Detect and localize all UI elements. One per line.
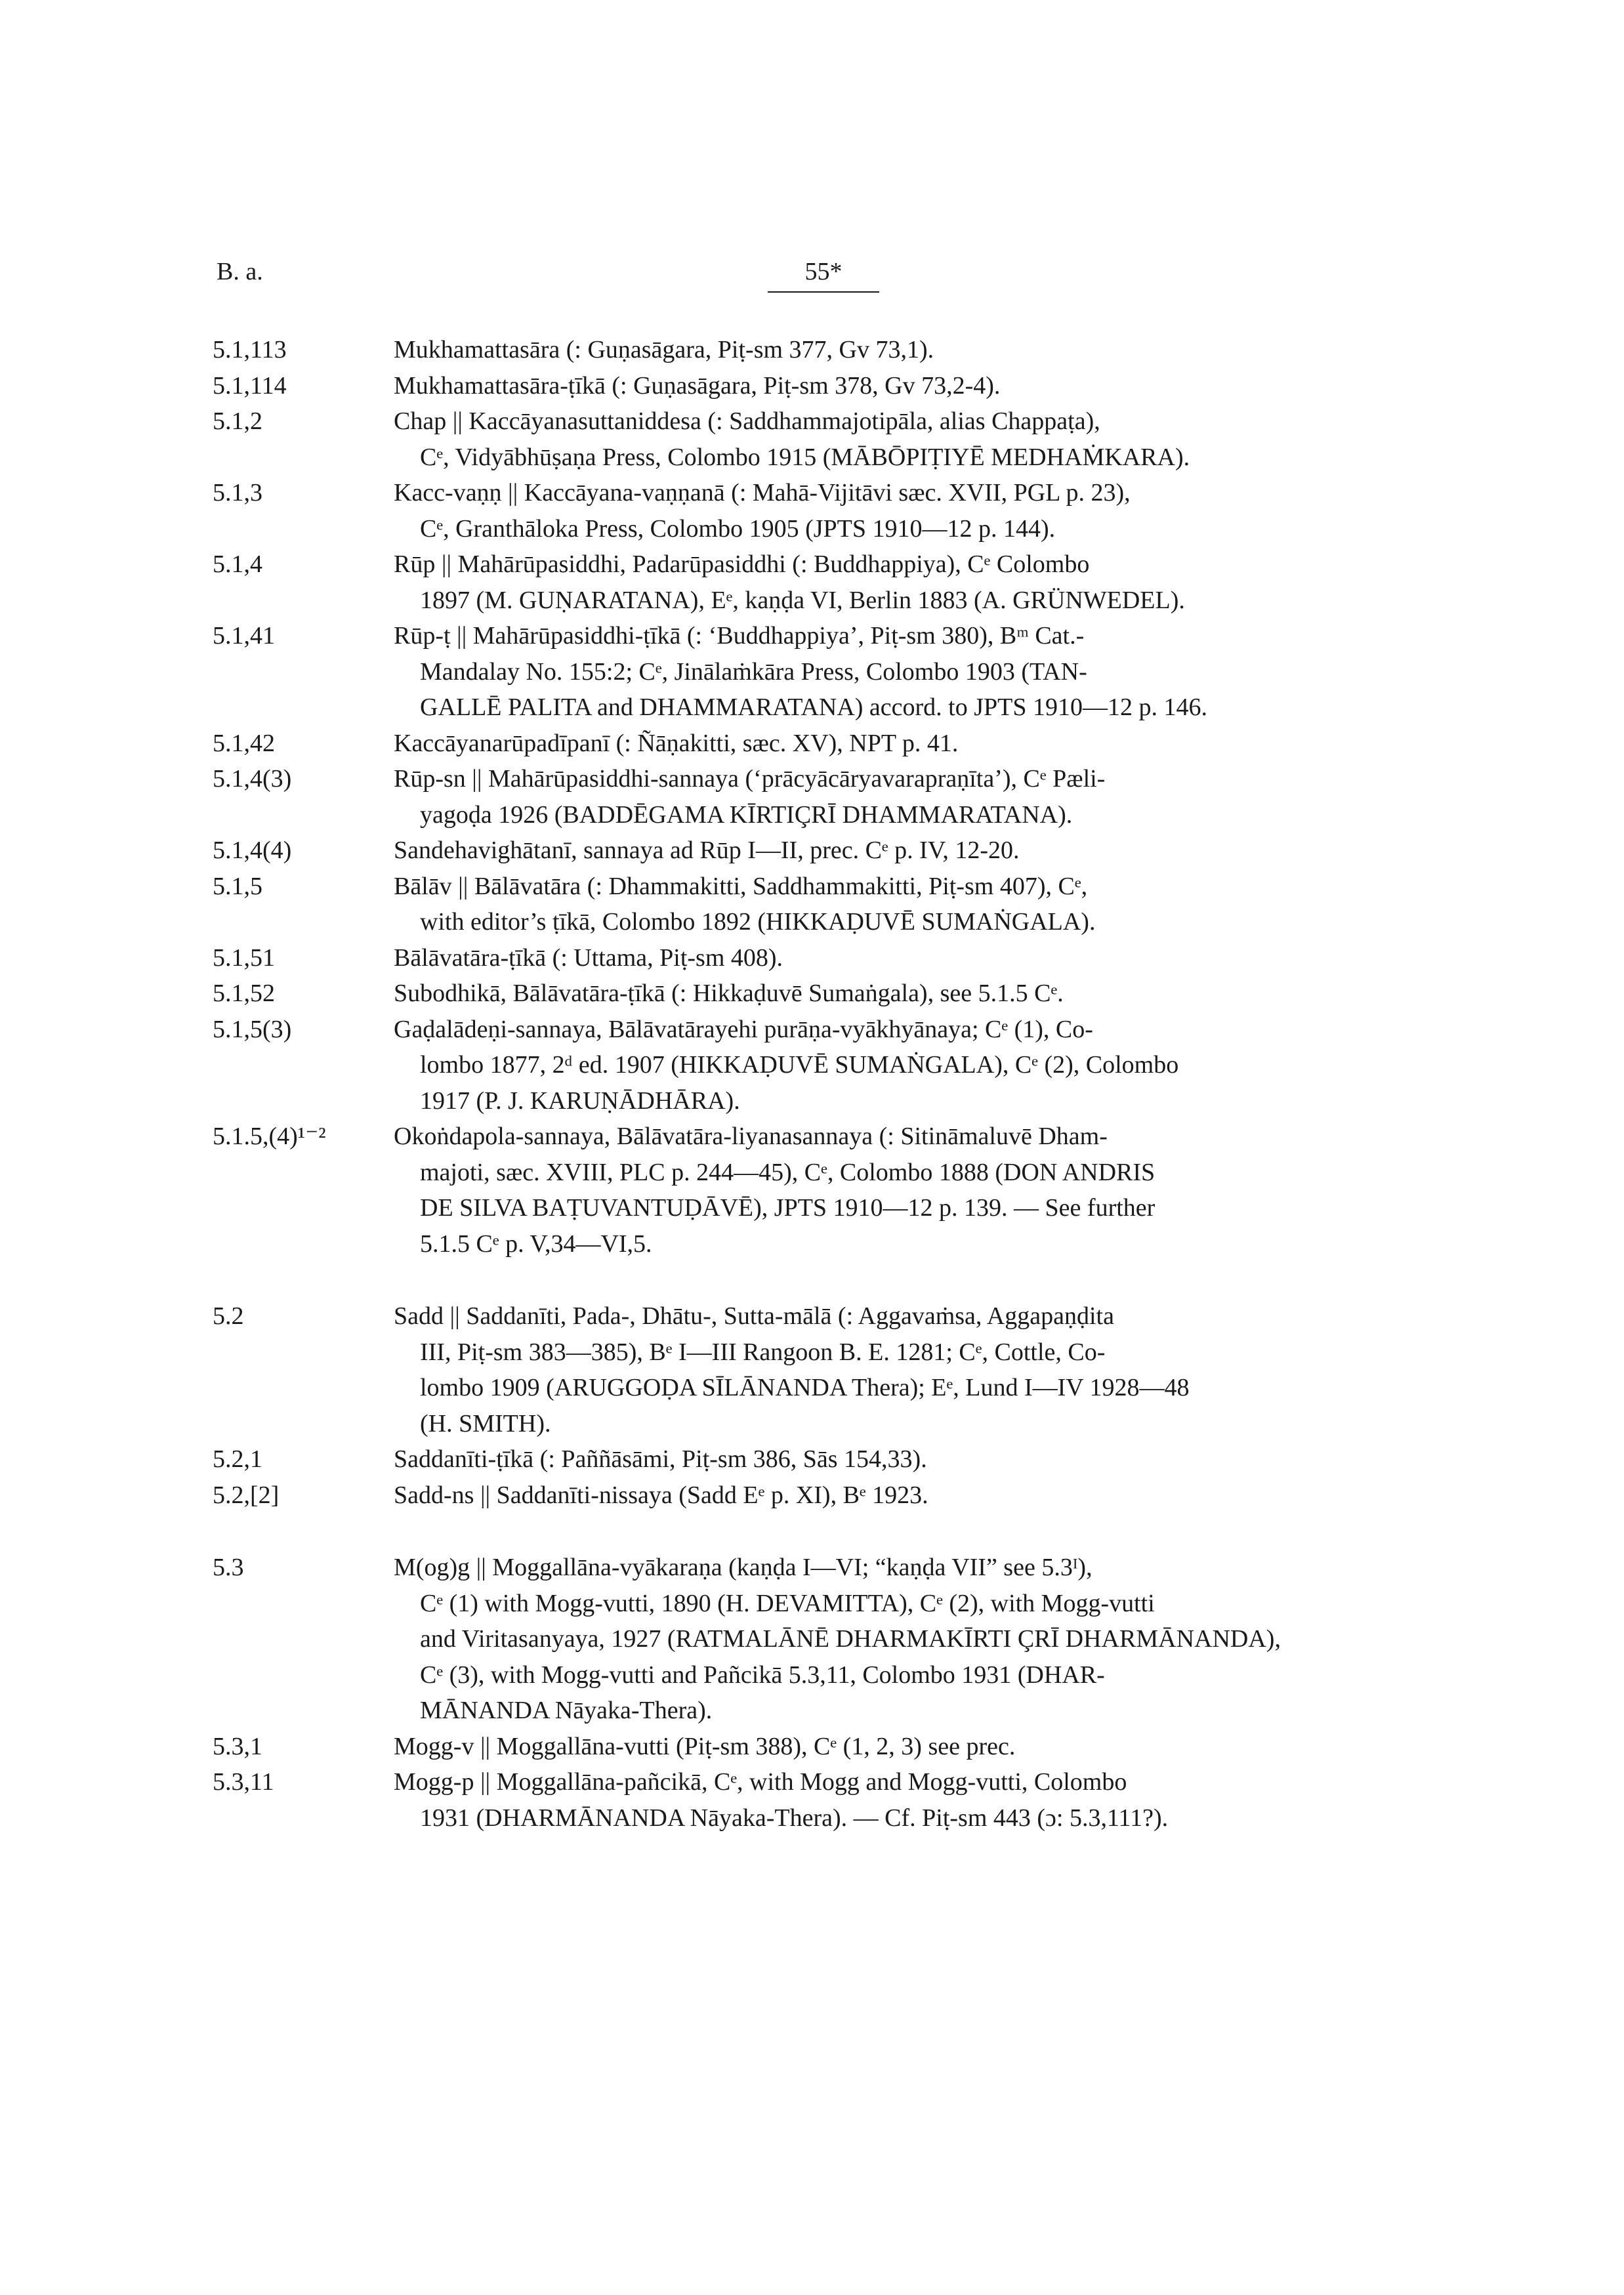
entry-number: 5.1,113 (213, 336, 287, 363)
entry-line: majoti, sæc. XVIII, PLC p. 244—45), Cᵉ, Colombo 1888 (DON ANDRIS (420, 1158, 1156, 1186)
bibliography-entry (210, 761, 1404, 833)
entry-line: Sadd-ns || Saddanīti-nissaya (Sadd Eᵉ p. XI), Bᵉ 1923. (394, 1481, 928, 1509)
entry-text (394, 833, 1404, 869)
entry-line: GALLĒ PALITA and DHAMMARATANA) accord. to JPTS 1910—12 p. 146. (420, 693, 1208, 721)
entry-number: 5.3,11 (213, 1768, 274, 1796)
entry-text (394, 618, 1404, 726)
bibliography-entry (210, 368, 1404, 404)
entry-number: 5.1,51 (213, 943, 275, 972)
entry-text (394, 1012, 1404, 1119)
entry-line: Kacc-vaṇṇ || Kaccāyana-vaṇṇanā (: Mahā-Vijitāvi sæc. XVII, PGL p. 23), (394, 479, 1131, 507)
entry-line: Rūp-sn || Mahārūpasiddhi-sannaya (‘prācyācāryavarapraṇīta’), Cᵉ Pæli- (394, 765, 1106, 793)
bibliography-entry (210, 1478, 1404, 1514)
entry-line: III, Piṭ-sm 383—385), Bᵉ I—III Rangoon B. E. 1281; Cᵉ, Cottle, Co- (420, 1338, 1106, 1366)
entry-line: M(og)g || Moggallāna-vyākaraṇa (kaṇḍa I—VI; “kaṇḍa VII” see 5.3ᴵ), (394, 1554, 1093, 1581)
entry-line: Kaccāyanarūpadīpanī (: Ñāṇakitti, sæc. XV), NPT p. 41. (394, 729, 959, 757)
entry-text (394, 976, 1404, 1012)
entry-number: 5.1,41 (213, 622, 275, 650)
entry-number: 5.1,5(3) (213, 1015, 292, 1043)
bibliography-entry (210, 833, 1404, 869)
bibliography-entry (210, 1298, 1404, 1441)
entry-line: Mogg-v || Moggallāna-vutti (Piṭ-sm 388), Cᵉ (1, 2, 3) see prec. (394, 1732, 1016, 1760)
entry-line: Bālāv || Bālāvatāra (: Dhammakitti, Saddhammakitti, Piṭ-sm 407), Cᵉ, (394, 872, 1088, 900)
entry-line: Mandalay No. 155:2; Cᵉ, Jinālaṁkāra Press, Colombo 1903 (TAN- (420, 657, 1087, 686)
bibliography-entry (210, 940, 1404, 976)
bibliography-entry (210, 869, 1404, 940)
entry-line: Okoṅdapola-sannaya, Bālāvatāra-liyanasannaya (: Sitināmaluvē Dham- (394, 1123, 1108, 1150)
entry-number: 5.1,4 (213, 550, 262, 578)
entry-line: Rūp-ṭ || Mahārūpasiddhi-ṭīkā (: ‘Buddhappiya’, Piṭ-sm 380), Bᵐ Cat.- (394, 622, 1085, 650)
entry-line: Bālāvatāra-ṭīkā (: Uttama, Piṭ-sm 408). (394, 943, 783, 972)
entry-line: Gaḍalādeṇi-sannaya, Bālāvatārayehi purāṇa-vyākhyānaya; Cᵉ (1), Co- (394, 1015, 1093, 1043)
entry-line: and Viritasanyaya, 1927 (RATMALĀNĒ DHARMAKĪRTI ÇRĪ DHARMĀNANDA), (420, 1625, 1281, 1653)
entry-line: Mukhamattasāra (: Guṇasāgara, Piṭ-sm 377, Gv 73,1). (394, 336, 934, 363)
entry-text (394, 368, 1404, 404)
entry-number: 5.1,5 (213, 872, 262, 900)
entry-line: Cᵉ (3), with Mogg-vutti and Pañcikā 5.3,11, Colombo 1931 (DHAR- (420, 1661, 1105, 1689)
entry-number: 5.1,4(3) (213, 765, 292, 793)
entry-text (394, 1764, 1404, 1836)
entry-number: 5.1,2 (213, 407, 262, 435)
entry-text (394, 1298, 1404, 1441)
entry-line: Cᵉ (1) with Mogg-vutti, 1890 (H. DEVAMITTA), Cᵉ (2), with Mogg-vutti (420, 1589, 1155, 1617)
entry-line: 1931 (DHARMĀNANDA Nāyaka-Thera). — Cf. Piṭ-sm 443 (ɔ: 5.3,111?). (420, 1804, 1169, 1832)
entry-text (394, 1550, 1404, 1729)
entry-line: Subodhikā, Bālāvatāra-ṭīkā (: Hikkaḍuvē Sumaṅgala), see 5.1.5 Cᵉ. (394, 980, 1064, 1007)
page-number: 55* (768, 257, 879, 293)
entry-line: 5.1.5 Cᵉ p. V,34—VI,5. (420, 1230, 652, 1258)
entry-line: Sandehavighātanī, sannaya ad Rūp I—II, prec. Cᵉ p. IV, 12-20. (394, 837, 1020, 864)
entry-number: 5.1,4(4) (213, 837, 292, 864)
bibliography-entry (210, 726, 1404, 762)
entry-line: lombo 1877, 2ᵈ ed. 1907 (HIKKAḌUVĒ SUMAṄGALA), Cᵉ (2), Colombo (420, 1051, 1179, 1079)
entry-text (394, 869, 1404, 940)
entry-number: 5.1,3 (213, 479, 262, 507)
bibliography-entry (210, 475, 1404, 547)
page-header (210, 257, 1417, 297)
entry-text (394, 1478, 1404, 1514)
bibliography-list (210, 332, 1404, 1836)
bibliography-entry (210, 403, 1404, 475)
entry-line: (H. SMITH). (420, 1409, 551, 1437)
entry-number: 5.3 (213, 1554, 244, 1581)
entry-text (394, 403, 1404, 475)
bibliography-entry (210, 547, 1404, 618)
entry-number: 5.2 (213, 1302, 244, 1330)
section-label: B. a. (217, 258, 263, 285)
entry-line: 1917 (P. J. KARUṆĀDHĀRA). (420, 1086, 740, 1115)
bibliography-entry (210, 976, 1404, 1012)
entry-line: with editor’s ṭīkā, Colombo 1892 (HIKKAḌUVĒ SUMAṄGALA). (420, 908, 1096, 936)
entry-number: 5.1,114 (213, 371, 287, 400)
section-gap (210, 1262, 1404, 1298)
entry-line: lombo 1909 (ARUGGOḌA SĪLĀNANDA Thera); Eᵉ, Lund I—IV 1928—48 (420, 1374, 1190, 1401)
entry-line: Saddanīti-ṭīkā (: Paññāsāmi, Piṭ-sm 386, Sās 154,33). (394, 1445, 927, 1473)
entry-line: Mogg-p || Moggallāna-pañcikā, Cᵉ, with Mogg and Mogg-vutti, Colombo (394, 1768, 1127, 1796)
bibliography-entry (210, 1441, 1404, 1478)
entry-line: Cᵉ, Vidyābhūṣaṇa Press, Colombo 1915 (MĀBŌPIṬIYĒ MEDHAṀKARA). (420, 443, 1190, 471)
entry-line: MĀNANDA Nāyaka-Thera). (420, 1697, 713, 1724)
entry-text (394, 761, 1404, 833)
entry-number: 5.2,1 (213, 1445, 262, 1473)
entry-number: 5.1.5,(4)¹⁻² (213, 1123, 326, 1150)
bibliography-entry (210, 618, 1404, 726)
bibliography-entry (210, 1729, 1404, 1765)
entry-text (394, 1119, 1404, 1262)
entry-number: 5.2,[2] (213, 1481, 280, 1509)
entry-text (394, 547, 1404, 618)
entry-number: 5.1,42 (213, 729, 275, 757)
bibliography-entry (210, 1119, 1404, 1262)
entry-text (394, 726, 1404, 762)
bibliography-entry (210, 1550, 1404, 1729)
entry-number: 5.1,52 (213, 980, 275, 1007)
entry-line: Rūp || Mahārūpasiddhi, Padarūpasiddhi (: Buddhappiya), Cᵉ Colombo (394, 550, 1090, 578)
entry-text (394, 1441, 1404, 1478)
entry-number: 5.3,1 (213, 1732, 262, 1760)
bibliography-entry (210, 1764, 1404, 1836)
entry-line: 1897 (M. GUṆARATANA), Eᵉ, kaṇḍa VI, Berlin 1883 (A. GRÜNWEDEL). (420, 586, 1185, 614)
entry-line: Sadd || Saddanīti, Pada-, Dhātu-, Sutta-mālā (: Aggavaṁsa, Aggapaṇḍita (394, 1302, 1114, 1330)
entry-text (394, 940, 1404, 976)
entry-line: Cᵉ, Granthāloka Press, Colombo 1905 (JPTS 1910—12 p. 144). (420, 514, 1056, 543)
entry-text (394, 332, 1404, 368)
entry-text (394, 475, 1404, 547)
bibliography-entry (210, 332, 1404, 368)
entry-line: yagoḍa 1926 (BADDĒGAMA KĪRTIÇRĪ DHAMMARATANA). (420, 800, 1073, 829)
bibliography-entry (210, 1012, 1404, 1119)
entry-text (394, 1729, 1404, 1765)
entry-line: Chap || Kaccāyanasuttaniddesa (: Saddhammajotipāla, alias Chappaṭa), (394, 407, 1100, 435)
entry-line: DE SILVA BAṬUVANTUḌĀVĒ), JPTS 1910—12 p. 139. — See further (420, 1194, 1156, 1222)
section-gap (210, 1513, 1404, 1550)
entry-line: Mukhamattasāra-ṭīkā (: Guṇasāgara, Piṭ-sm 378, Gv 73,2-4). (394, 371, 1001, 400)
